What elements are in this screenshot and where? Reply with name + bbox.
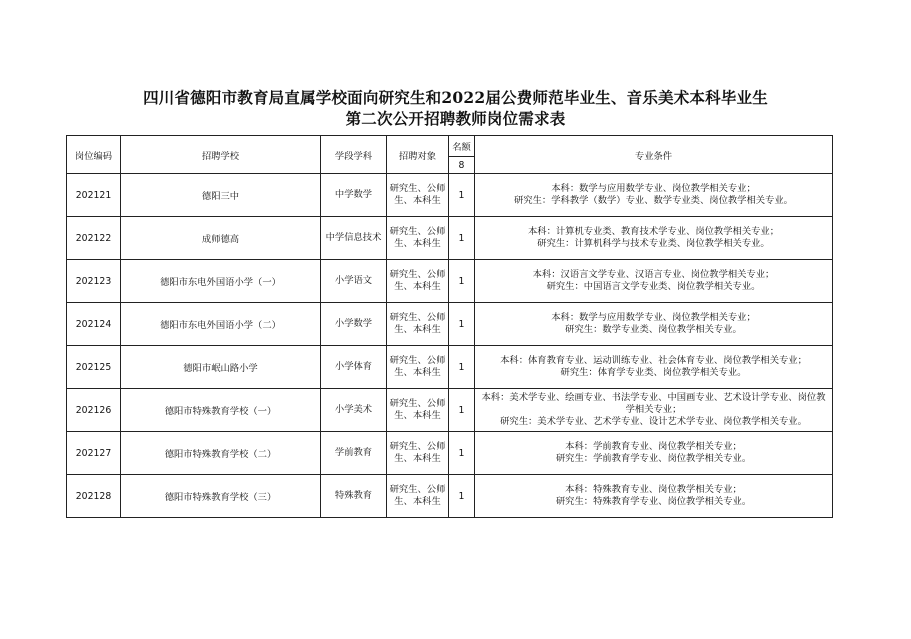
cell-school: 德阳市特殊教育学校（二）	[121, 432, 321, 475]
cell-target: 研究生、公师生、本科生	[387, 346, 449, 389]
table-row	[67, 174, 833, 217]
table-row	[67, 217, 833, 260]
cell-subject: 小学语文	[321, 260, 387, 303]
table-row	[67, 432, 833, 475]
cell-quota: 1	[449, 217, 475, 260]
cell-subject: 学前教育	[321, 432, 387, 475]
table-row	[67, 303, 833, 346]
document-title-line1: 四川省德阳市教育局直属学校面向研究生和2022届公费师范毕业生、音乐美术本科毕业生	[143, 88, 768, 107]
condition-postgrad: 研究生：中国语言文学专业类、岗位教学相关专业。	[546, 281, 761, 292]
cell-conditions	[475, 303, 833, 346]
condition-postgrad: 研究生：特殊教育学专业、岗位教学相关专业。	[555, 496, 752, 507]
cell-target: 研究生、公师生、本科生	[387, 432, 449, 475]
header-quota: 名额	[449, 136, 475, 157]
cell-school: 德阳市东电外国语小学（二）	[121, 303, 321, 346]
condition-postgrad: 研究生：数学专业类、岗位教学相关专业。	[565, 324, 742, 335]
header-subject: 学段学科	[321, 136, 387, 174]
condition-undergrad: 本科：计算机专业类、教育技术学专业、岗位教学相关专业；	[527, 226, 780, 237]
cell-code: 202127	[67, 432, 121, 475]
cell-conditions	[475, 389, 833, 432]
cell-conditions	[475, 174, 833, 217]
condition-postgrad: 研究生：学前教育学专业、岗位教学相关专业。	[555, 453, 752, 464]
condition-postgrad: 研究生：学科教学（数学）专业、数学专业类、岗位教学相关专业。	[514, 195, 793, 206]
cell-conditions	[475, 475, 833, 518]
table-row	[67, 475, 833, 518]
condition-postgrad: 研究生：计算机科学与技术专业类、岗位教学相关专业。	[537, 238, 770, 249]
cell-conditions	[475, 217, 833, 260]
cell-school: 德阳市东电外国语小学（一）	[121, 260, 321, 303]
cell-target: 研究生、公师生、本科生	[387, 475, 449, 518]
header-school: 招聘学校	[121, 136, 321, 174]
cell-conditions	[475, 432, 833, 475]
cell-code: 202124	[67, 303, 121, 346]
condition-undergrad: 本科：体育教育专业、运动训练专业、社会体育专业、岗位教学相关专业；	[500, 355, 807, 366]
cell-conditions	[475, 260, 833, 303]
document-title-line2: 第二次公开招聘教师岗位需求表	[345, 109, 566, 128]
cell-conditions	[475, 346, 833, 389]
cell-code: 202123	[67, 260, 121, 303]
condition-undergrad: 本科：数学与应用数学专业、岗位教学相关专业；	[551, 183, 756, 194]
cell-subject: 中学数学	[321, 174, 387, 217]
header-row	[67, 136, 833, 157]
cell-quota: 1	[449, 389, 475, 432]
job-requirements-table	[66, 135, 833, 518]
condition-undergrad: 本科：汉语言文学专业、汉语言专业、岗位教学相关专业；	[532, 269, 775, 280]
cell-target: 研究生、公师生、本科生	[387, 389, 449, 432]
cell-code: 202122	[67, 217, 121, 260]
table-row	[67, 260, 833, 303]
cell-subject: 小学体育	[321, 346, 387, 389]
condition-undergrad: 本科：学前教育专业、岗位教学相关专业；	[565, 441, 742, 452]
condition-postgrad: 研究生：体育学专业类、岗位教学相关专业。	[560, 367, 747, 378]
cell-quota: 1	[449, 174, 475, 217]
cell-school: 德阳市特殊教育学校（一）	[121, 389, 321, 432]
cell-target: 研究生、公师生、本科生	[387, 260, 449, 303]
cell-subject: 特殊教育	[321, 475, 387, 518]
cell-school: 德阳三中	[121, 174, 321, 217]
condition-postgrad: 研究生：美术学专业、艺术学专业、设计艺术学专业、岗位教学相关专业。	[500, 416, 807, 427]
table-row	[67, 346, 833, 389]
cell-subject: 小学数学	[321, 303, 387, 346]
header-code: 岗位编码	[67, 136, 121, 174]
cell-target: 研究生、公师生、本科生	[387, 303, 449, 346]
condition-undergrad: 本科：数学与应用数学专业、岗位教学相关专业；	[551, 312, 756, 323]
cell-quota: 1	[449, 260, 475, 303]
cell-code: 202125	[67, 346, 121, 389]
cell-subject: 小学美术	[321, 389, 387, 432]
table-row	[67, 389, 833, 432]
condition-undergrad: 本科：美术学专业、绘画专业、书法学专业、中国画专业、艺术设计学专业、岗位教学相关专业；	[481, 392, 826, 415]
header-target: 招聘对象	[387, 136, 449, 174]
cell-quota: 1	[449, 475, 475, 518]
cell-school: 成师德高	[121, 217, 321, 260]
cell-target: 研究生、公师生、本科生	[387, 174, 449, 217]
cell-quota: 1	[449, 432, 475, 475]
cell-quota: 1	[449, 346, 475, 389]
cell-code: 202126	[67, 389, 121, 432]
header-quota-total: 8	[449, 157, 475, 174]
cell-code: 202121	[67, 174, 121, 217]
condition-undergrad: 本科：特殊教育专业、岗位教学相关专业；	[565, 484, 742, 495]
cell-quota: 1	[449, 303, 475, 346]
header-conditions: 专业条件	[475, 136, 833, 174]
cell-school: 德阳市岷山路小学	[121, 346, 321, 389]
cell-subject: 中学信息技术	[321, 217, 387, 260]
cell-target: 研究生、公师生、本科生	[387, 217, 449, 260]
cell-school: 德阳市特殊教育学校（三）	[121, 475, 321, 518]
cell-code: 202128	[67, 475, 121, 518]
